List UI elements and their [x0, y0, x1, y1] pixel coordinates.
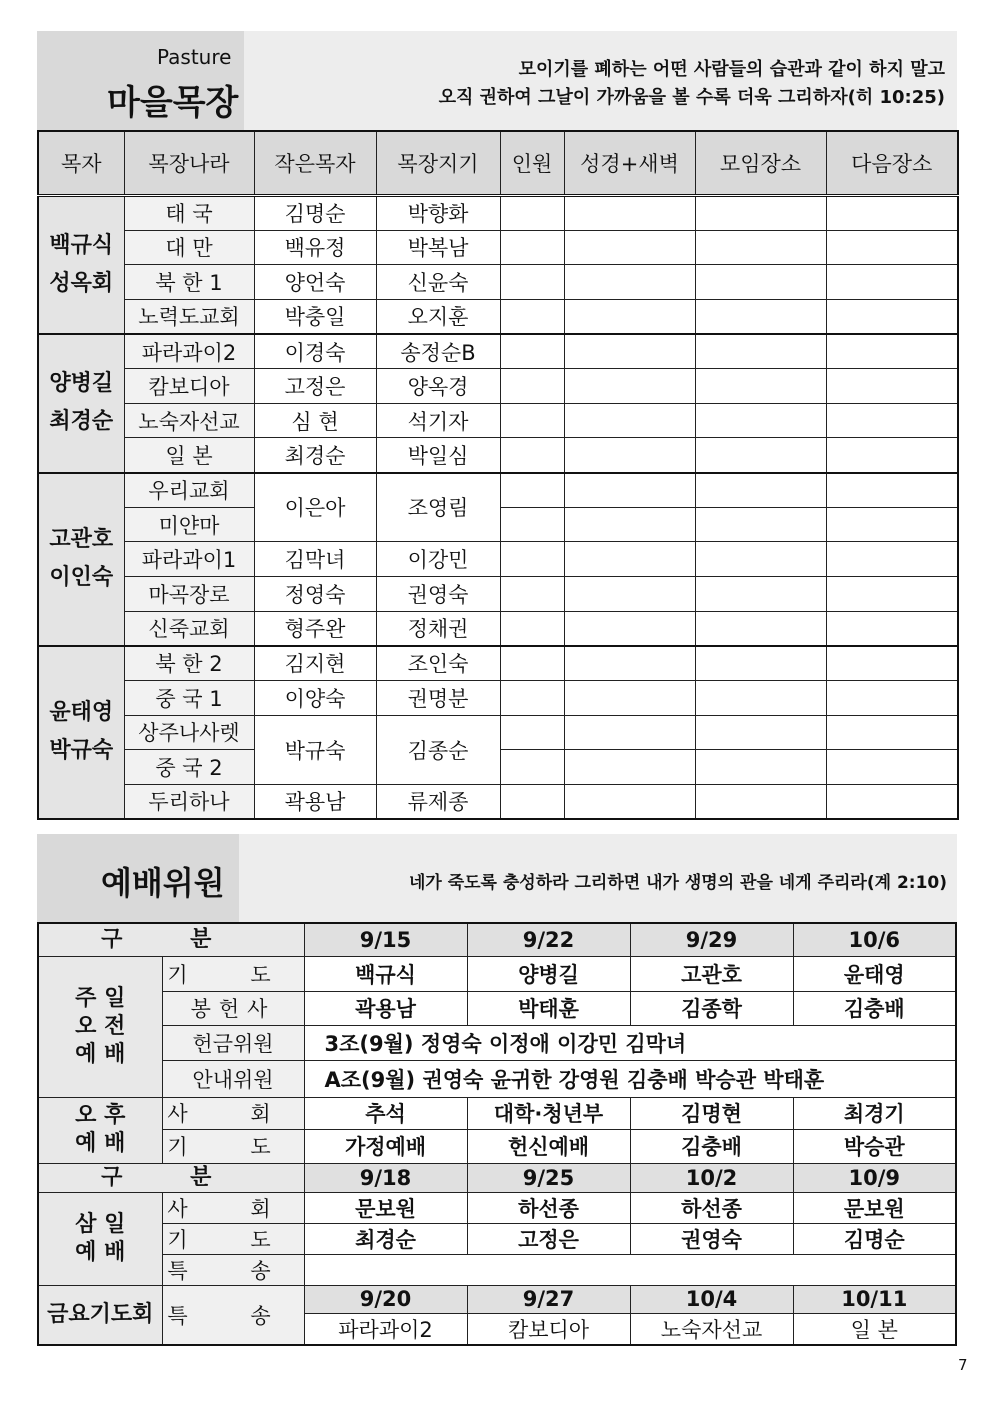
pasture-blank-cell[interactable] [500, 611, 564, 646]
wed-prayer-3: 권영숙 [630, 1223, 793, 1254]
pasture-blank-cell[interactable] [826, 646, 958, 681]
pasture-keeper: 박일심 [376, 438, 500, 473]
fri-date-3: 10/4 [630, 1285, 793, 1313]
fri-date-4: 10/11 [793, 1285, 956, 1313]
sunday-date-4: 10/6 [793, 923, 956, 956]
pasture-blank-cell[interactable] [500, 577, 564, 612]
money-value: 3조(9월) 정영숙 이정애 이강민 김막녀 [304, 1025, 956, 1060]
pasture-small-shepherd: 고정은 [254, 369, 376, 404]
pasture-nara: 노숙자선교 [124, 403, 254, 438]
wed-date-row [38, 1163, 956, 1192]
wed-host-label: 사 회 [162, 1192, 304, 1223]
pasture-nara: 파라과이2 [124, 334, 254, 369]
worship-verse: 네가 죽도록 충성하라 그리하면 내가 생명의 관을 네게 주리라(계 2:10) [408, 873, 947, 893]
am-offering-2: 박태훈 [467, 991, 630, 1025]
am-service-line1: 주 일 [75, 985, 126, 1011]
pasture-row [38, 438, 958, 473]
pasture-small-shepherd: 양언숙 [254, 265, 376, 300]
pasture-nara: 마곡장로 [124, 577, 254, 612]
fri-special-3: 노숙자선교 [630, 1313, 793, 1345]
pasture-row [38, 611, 958, 646]
pasture-title-box [37, 31, 244, 130]
pasture-keeper: 조영림 [376, 473, 500, 542]
pasture-blank-cell[interactable] [564, 369, 695, 404]
fri-date-1: 9/20 [304, 1285, 467, 1313]
pasture-blank-cell[interactable] [826, 438, 958, 473]
pasture-col-header: 다음장소 [826, 131, 958, 195]
pm-service-line1: 오 후 [75, 1103, 126, 1128]
sunday-date-1: 9/15 [304, 923, 467, 956]
pasture-nara: 태 국 [124, 195, 254, 230]
pasture-nara: 캄보디아 [124, 369, 254, 404]
pasture-leader-name: 이인숙 [49, 565, 114, 591]
wed-date-2: 9/25 [467, 1163, 630, 1192]
pasture-small-shepherd: 백유정 [254, 230, 376, 265]
pasture-blank-cell[interactable] [500, 473, 564, 508]
pasture-blank-cell[interactable] [695, 784, 826, 819]
pasture-blank-cell[interactable] [695, 577, 826, 612]
sunday-date-3: 9/29 [630, 923, 793, 956]
pasture-blank-cell[interactable] [564, 715, 695, 750]
pasture-blank-cell[interactable] [500, 646, 564, 681]
am-prayer-1: 백규식 [304, 956, 467, 991]
pasture-blank-cell[interactable] [500, 680, 564, 715]
pasture-leader-name: 박규숙 [49, 738, 114, 764]
pasture-blank-cell[interactable] [826, 611, 958, 646]
worship-verse-box [239, 834, 957, 922]
pasture-blank-cell[interactable] [695, 507, 826, 542]
pasture-leader [38, 473, 124, 646]
wed-prayer-row [38, 1223, 956, 1254]
am-offering-1: 곽용남 [304, 991, 467, 1025]
fri-special-4: 일 본 [793, 1313, 956, 1345]
pasture-blank-cell[interactable] [564, 750, 695, 785]
friday-label: 금요기도회 [38, 1285, 162, 1345]
sunday-date-2: 9/22 [467, 923, 630, 956]
pasture-leader [38, 334, 124, 473]
pasture-row [38, 715, 958, 750]
pasture-row [38, 646, 958, 681]
wed-prayer-4: 김명순 [793, 1223, 956, 1254]
pasture-small-shepherd: 곽용남 [254, 784, 376, 819]
pasture-blank-cell[interactable] [564, 195, 695, 230]
pasture-blank-cell[interactable] [695, 542, 826, 577]
pasture-header [37, 31, 957, 130]
guide-value: A조(9월) 권영숙 윤귀한 강영원 김충배 박승관 박태훈 [304, 1060, 956, 1097]
pasture-blank-cell[interactable] [826, 334, 958, 369]
pasture-blank-cell[interactable] [695, 230, 826, 265]
pasture-small-shepherd: 박규숙 [254, 715, 376, 784]
pasture-nara: 중 국 1 [124, 680, 254, 715]
pasture-nara: 우리교회 [124, 473, 254, 508]
pm-prayer-1: 가정예배 [304, 1129, 467, 1163]
gubun-cell-2: 구 분 [38, 1163, 304, 1192]
pasture-blank-cell[interactable] [695, 473, 826, 508]
pasture-blank-cell[interactable] [500, 195, 564, 230]
money-label: 헌금위원 [162, 1025, 304, 1060]
worship-table [37, 922, 957, 1346]
wed-special-value [304, 1254, 956, 1285]
pasture-blank-cell[interactable] [564, 784, 695, 819]
pasture-blank-cell[interactable] [695, 334, 826, 369]
pasture-nara: 대 만 [124, 230, 254, 265]
pasture-blank-cell[interactable] [695, 403, 826, 438]
pasture-small-shepherd: 이양숙 [254, 680, 376, 715]
pasture-blank-cell[interactable] [564, 403, 695, 438]
pasture-row [38, 230, 958, 265]
pm-host-row [38, 1097, 956, 1129]
am-service-line2: 오 전 [75, 1013, 126, 1039]
money-row [38, 1025, 956, 1060]
am-prayer-4: 윤태영 [793, 956, 956, 991]
pasture-leader-name: 최경순 [49, 409, 114, 435]
pasture-blank-cell[interactable] [826, 369, 958, 404]
pasture-blank-cell[interactable] [500, 334, 564, 369]
pm-host-3: 김명현 [630, 1097, 793, 1129]
pasture-blank-cell[interactable] [564, 438, 695, 473]
fri-special-label: 특 송 [162, 1285, 304, 1345]
pasture-col-header: 목장지기 [376, 131, 500, 195]
pasture-blank-cell[interactable] [826, 750, 958, 785]
pasture-title: 마을목장 [107, 83, 239, 123]
pasture-blank-cell[interactable] [564, 265, 695, 300]
pasture-keeper: 박복남 [376, 230, 500, 265]
wed-host-1: 문보원 [304, 1192, 467, 1223]
pasture-col-header: 작은목자 [254, 131, 376, 195]
fri-special-1: 파라과이2 [304, 1313, 467, 1345]
am-prayer-row [38, 956, 956, 991]
pasture-keeper: 석기자 [376, 403, 500, 438]
wed-host-3: 하선종 [630, 1192, 793, 1223]
pm-prayer-4: 박승관 [793, 1129, 956, 1163]
am-service-label [38, 956, 162, 1097]
wed-prayer-1: 최경순 [304, 1223, 467, 1254]
pasture-col-header: 모임장소 [695, 131, 826, 195]
pasture-verse-box [244, 31, 957, 130]
worship-title-box [37, 834, 239, 922]
pasture-blank-cell[interactable] [500, 230, 564, 265]
pasture-verse-line1: 모이기를 폐하는 어떤 사람들의 습관과 같이 하지 말고 [518, 59, 945, 80]
pasture-row [38, 265, 958, 300]
wed-special-label: 특 송 [162, 1254, 304, 1285]
gubun-cell: 구 분 [38, 923, 304, 956]
wed-host-row [38, 1192, 956, 1223]
pasture-table-body [38, 131, 958, 819]
pasture-keeper: 권명분 [376, 680, 500, 715]
pasture-blank-cell[interactable] [695, 750, 826, 785]
pasture-blank-cell[interactable] [564, 230, 695, 265]
pasture-small-shepherd: 김지현 [254, 646, 376, 681]
pm-host-4: 최경기 [793, 1097, 956, 1129]
pasture-row [38, 542, 958, 577]
pasture-keeper: 양옥경 [376, 369, 500, 404]
pasture-blank-cell[interactable] [564, 577, 695, 612]
pasture-blank-cell[interactable] [695, 646, 826, 681]
pasture-row [38, 784, 958, 819]
pasture-small-shepherd: 정영숙 [254, 577, 376, 612]
pasture-blank-cell[interactable] [826, 542, 958, 577]
pasture-table [37, 130, 959, 820]
pasture-keeper: 이강민 [376, 542, 500, 577]
pasture-keeper: 권영숙 [376, 577, 500, 612]
pasture-verse-line2: 오직 권하여 그날이 가까움을 볼 수록 더욱 그리하자(히 10:25) [438, 87, 945, 108]
pasture-keeper: 신윤숙 [376, 265, 500, 300]
sunday-date-row [38, 923, 956, 956]
pasture-keeper: 송정순B [376, 334, 500, 369]
wed-date-4: 10/9 [793, 1163, 956, 1192]
pasture-small-shepherd: 최경순 [254, 438, 376, 473]
pasture-small-shepherd: 이은아 [254, 473, 376, 542]
wed-service-line2: 예 배 [75, 1239, 126, 1265]
pasture-blank-cell[interactable] [695, 369, 826, 404]
pasture-leader [38, 195, 124, 334]
pasture-nara: 파라과이1 [124, 542, 254, 577]
am-offering-label: 봉헌사 [162, 991, 304, 1025]
am-offering-3: 김종학 [630, 991, 793, 1025]
pm-prayer-2: 헌신예배 [467, 1129, 630, 1163]
pasture-blank-cell[interactable] [826, 577, 958, 612]
pasture-col-header: 성경+새벽 [564, 131, 695, 195]
pm-prayer-label: 기 도 [162, 1129, 304, 1163]
pasture-nara: 두리하나 [124, 784, 254, 819]
fri-date-row [38, 1285, 956, 1313]
pasture-blank-cell[interactable] [826, 680, 958, 715]
pasture-blank-cell[interactable] [826, 507, 958, 542]
am-prayer-3: 고관호 [630, 956, 793, 991]
pm-service-line2: 예 배 [75, 1131, 126, 1156]
pasture-col-header: 목장나라 [124, 131, 254, 195]
wed-date-3: 10/2 [630, 1163, 793, 1192]
am-offering-row [38, 991, 956, 1025]
wed-special-row [38, 1254, 956, 1285]
pasture-leader-name: 양병길 [49, 371, 114, 397]
pasture-blank-cell[interactable] [695, 195, 826, 230]
pasture-small-shepherd: 김명순 [254, 195, 376, 230]
pasture-blank-cell[interactable] [826, 473, 958, 508]
pasture-leader-name: 백규식 [49, 232, 114, 258]
pasture-blank-cell[interactable] [695, 299, 826, 334]
pasture-blank-cell[interactable] [500, 438, 564, 473]
pasture-blank-cell[interactable] [564, 334, 695, 369]
pasture-title-en: Pasture [157, 45, 232, 69]
pasture-blank-cell[interactable] [826, 195, 958, 230]
pasture-blank-cell[interactable] [695, 611, 826, 646]
pasture-blank-cell[interactable] [500, 542, 564, 577]
am-prayer-label: 기 도 [162, 956, 304, 991]
wed-service-label [38, 1192, 162, 1285]
pasture-row [38, 577, 958, 612]
pasture-keeper: 박향화 [376, 195, 500, 230]
worship-header [37, 834, 957, 922]
pasture-small-shepherd: 이경숙 [254, 334, 376, 369]
pasture-blank-cell[interactable] [564, 473, 695, 508]
pasture-row [38, 680, 958, 715]
pasture-small-shepherd: 김막녀 [254, 542, 376, 577]
pm-prayer-row [38, 1129, 956, 1163]
pm-service-label [38, 1097, 162, 1163]
wed-prayer-2: 고정은 [467, 1223, 630, 1254]
pasture-small-shepherd: 박충일 [254, 299, 376, 334]
pasture-blank-cell[interactable] [695, 265, 826, 300]
pasture-leader-name: 고관호 [49, 527, 114, 553]
pasture-nara: 중 국 2 [124, 750, 254, 785]
pasture-blank-cell[interactable] [564, 611, 695, 646]
pasture-row [38, 403, 958, 438]
pasture-keeper: 류제종 [376, 784, 500, 819]
worship-title: 예배위원 [101, 864, 225, 902]
pasture-blank-cell[interactable] [500, 507, 564, 542]
pasture-blank-cell[interactable] [695, 715, 826, 750]
pasture-col-header: 인원 [500, 131, 564, 195]
pasture-blank-cell[interactable] [826, 299, 958, 334]
pasture-blank-cell[interactable] [826, 715, 958, 750]
pm-prayer-3: 김충배 [630, 1129, 793, 1163]
pasture-blank-cell[interactable] [564, 680, 695, 715]
pm-host-label: 사 회 [162, 1097, 304, 1129]
pasture-blank-cell[interactable] [500, 750, 564, 785]
pasture-col-header: 목자 [38, 131, 124, 195]
pasture-nara: 북 한 1 [124, 265, 254, 300]
pasture-leader [38, 646, 124, 819]
pasture-keeper: 조인숙 [376, 646, 500, 681]
pasture-blank-cell[interactable] [500, 715, 564, 750]
pasture-keeper: 오지훈 [376, 299, 500, 334]
pasture-blank-cell[interactable] [564, 299, 695, 334]
pasture-small-shepherd: 심 현 [254, 403, 376, 438]
pasture-blank-cell[interactable] [826, 230, 958, 265]
pasture-blank-cell[interactable] [564, 646, 695, 681]
wed-host-2: 하선종 [467, 1192, 630, 1223]
am-prayer-2: 양병길 [467, 956, 630, 991]
pasture-blank-cell[interactable] [500, 299, 564, 334]
pasture-blank-cell[interactable] [500, 403, 564, 438]
pm-host-2: 대학·청년부 [467, 1097, 630, 1129]
pasture-nara: 상주나사렛 [124, 715, 254, 750]
pasture-row [38, 473, 958, 508]
am-service-line3: 예 배 [75, 1041, 126, 1067]
pasture-blank-cell[interactable] [826, 403, 958, 438]
wed-date-1: 9/18 [304, 1163, 467, 1192]
pasture-header-row [38, 131, 958, 195]
pasture-blank-cell[interactable] [826, 784, 958, 819]
pasture-blank-cell[interactable] [695, 680, 826, 715]
guide-row [38, 1060, 956, 1097]
pasture-blank-cell[interactable] [500, 784, 564, 819]
pasture-keeper: 김종순 [376, 715, 500, 784]
pasture-blank-cell[interactable] [564, 542, 695, 577]
pasture-nara: 일 본 [124, 438, 254, 473]
pasture-leader-name: 윤태영 [49, 700, 114, 726]
pasture-nara: 미얀마 [124, 507, 254, 542]
pm-host-1: 추석 [304, 1097, 467, 1129]
pasture-row [38, 334, 958, 369]
wed-host-4: 문보원 [793, 1192, 956, 1223]
pasture-row [38, 299, 958, 334]
pasture-blank-cell[interactable] [500, 369, 564, 404]
pasture-small-shepherd: 형주완 [254, 611, 376, 646]
fri-special-2: 캄보디아 [467, 1313, 630, 1345]
wed-prayer-label: 기 도 [162, 1223, 304, 1254]
pasture-nara: 노력도교회 [124, 299, 254, 334]
pasture-blank-cell[interactable] [826, 265, 958, 300]
pasture-nara: 신죽교회 [124, 611, 254, 646]
guide-label: 안내위원 [162, 1060, 304, 1097]
pasture-keeper: 정채권 [376, 611, 500, 646]
pasture-row [38, 195, 958, 230]
pasture-blank-cell[interactable] [564, 507, 695, 542]
pasture-leader-name: 성옥회 [49, 270, 114, 296]
pasture-row [38, 369, 958, 404]
am-offering-4: 김충배 [793, 991, 956, 1025]
pasture-blank-cell[interactable] [695, 438, 826, 473]
page-number: 7 [958, 1356, 968, 1374]
pasture-blank-cell[interactable] [500, 265, 564, 300]
wed-service-line1: 삼 일 [75, 1211, 126, 1237]
pasture-nara: 북 한 2 [124, 646, 254, 681]
fri-date-2: 9/27 [467, 1285, 630, 1313]
